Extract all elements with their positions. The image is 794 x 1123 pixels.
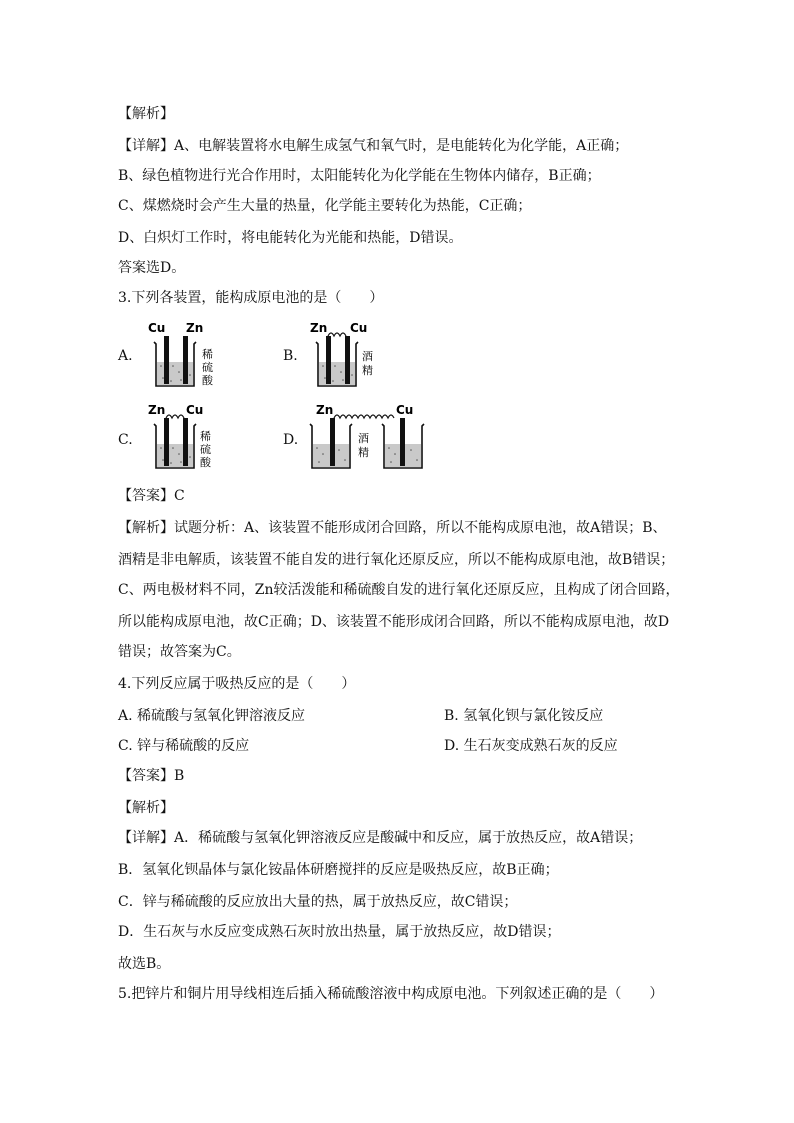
figure-d-beakers (308, 402, 448, 474)
q5-stem: 5.把锌片和铜片用导线相连后插入稀硫酸溶液中构成原电池。下列叙述正确的是（ ） (118, 986, 664, 1002)
figure-d-left-metal: Zn (316, 403, 334, 417)
q3-stem: 3.下列各装置，能构成原电池的是（ ） (118, 290, 384, 306)
figure-b-liquid-1: 酒 (362, 350, 373, 363)
q3-analysis-2: 酒精是非电解质，该装置不能自发的进行氧化还原反应，所以不能构成原电池，故B错误； (118, 552, 675, 568)
q4-detail-a: 【详解】A．稀硫酸与氢氧化钾溶液反应是酸碱中和反应，属于放热反应，故A错误； (118, 830, 643, 846)
figure-b-letter: B. (283, 348, 298, 364)
figure-c-liquid-3: 酸 (200, 456, 211, 469)
figure-c-liquid-2: 硫 (200, 443, 211, 456)
q3-analysis-1: 【解析】试题分析：A、该装置不能形成闭合回路，所以不能构成原电池，故A错误；B、 (118, 520, 667, 536)
q3-analysis-5: 错误；故答案为C。 (118, 644, 241, 660)
q3-analysis-4: 所以能构成原电池，故C正确；D、该装置不能形成闭合回路，所以不能构成原电池，故D (118, 614, 670, 630)
q4-detail-d: D．生石灰与水反应变成熟石灰时放出热量，属于放热反应，故D错误； (118, 924, 561, 940)
q4-conclusion: 故选B。 (118, 956, 171, 972)
figure-b-beaker (308, 320, 384, 392)
figure-a-left-metal: Cu (148, 321, 166, 335)
figure-b-right-metal: Cu (350, 321, 368, 335)
q4-analysis-title: 【解析】 (118, 800, 174, 816)
q4-stem: 4.下列反应属于吸热反应的是（ ） (118, 676, 356, 692)
figure-d-liquid-2: 精 (358, 446, 369, 459)
q2-answer-line: 答案选D。 (118, 260, 186, 276)
figure-a-liquid-1: 稀 (202, 348, 213, 361)
figure-c-left-metal: Zn (148, 403, 166, 417)
q4-option-d: D. 生石灰变成熟石灰的反应 (444, 738, 618, 754)
figure-c-liquid-1: 稀 (200, 430, 211, 443)
figure-a-letter: A. (118, 348, 133, 364)
q2-detail-c: C、煤燃烧时会产生大量的热量，化学能主要转化为热能，C正确； (118, 198, 532, 214)
q4-detail-b: B．氢氧化钡晶体与氯化铵晶体研磨搅拌的反应是吸热反应，故B正确； (118, 862, 559, 878)
figure-d-liquid-1: 酒 (358, 432, 369, 445)
figure-b-left-metal: Zn (310, 321, 328, 335)
q4-detail-c: C．锌与稀硫酸的反应放出大量的热，属于放热反应，故C错误； (118, 894, 518, 910)
q2-detail-b: B、绿色植物进行光合作用时，太阳能转化为化学能在生物体内储存，B正确； (118, 168, 601, 184)
figure-c-beaker (146, 402, 226, 474)
q3-answer: 【答案】C (118, 488, 185, 504)
figure-b-liquid-2: 精 (362, 364, 373, 377)
figure-d-letter: D. (283, 432, 299, 448)
q2-analysis-title: 【解析】 (118, 106, 174, 122)
figure-a-right-metal: Zn (186, 321, 204, 335)
q3-analysis-3: C、两电极材料不同，Zn较活泼能和稀硫酸自发的进行氧化还原反应，且构成了闭合回路， (118, 582, 680, 598)
q2-detail-d: D、白炽灯工作时，将电能转化为光能和热能，D错误。 (118, 230, 463, 246)
figure-a-liquid-3: 酸 (202, 374, 213, 387)
figure-c-right-metal: Cu (186, 403, 204, 417)
q4-option-a: A. 稀硫酸与氢氧化钾溶液反应 (118, 708, 306, 724)
figure-a-liquid-2: 硫 (202, 361, 213, 374)
figure-c-letter: C. (118, 432, 133, 448)
q2-detail-a: 【详解】A、电解装置将水电解生成氢气和氧气时，是电能转化为化学能，A正确； (118, 138, 629, 154)
figure-d-right-metal: Cu (396, 403, 414, 417)
q4-option-c: C. 锌与稀硫酸的反应 (118, 738, 250, 754)
q4-answer: 【答案】B (118, 768, 185, 784)
q4-option-b: B. 氢氧化钡与氯化铵反应 (444, 708, 604, 724)
figure-a-beaker (146, 320, 226, 392)
